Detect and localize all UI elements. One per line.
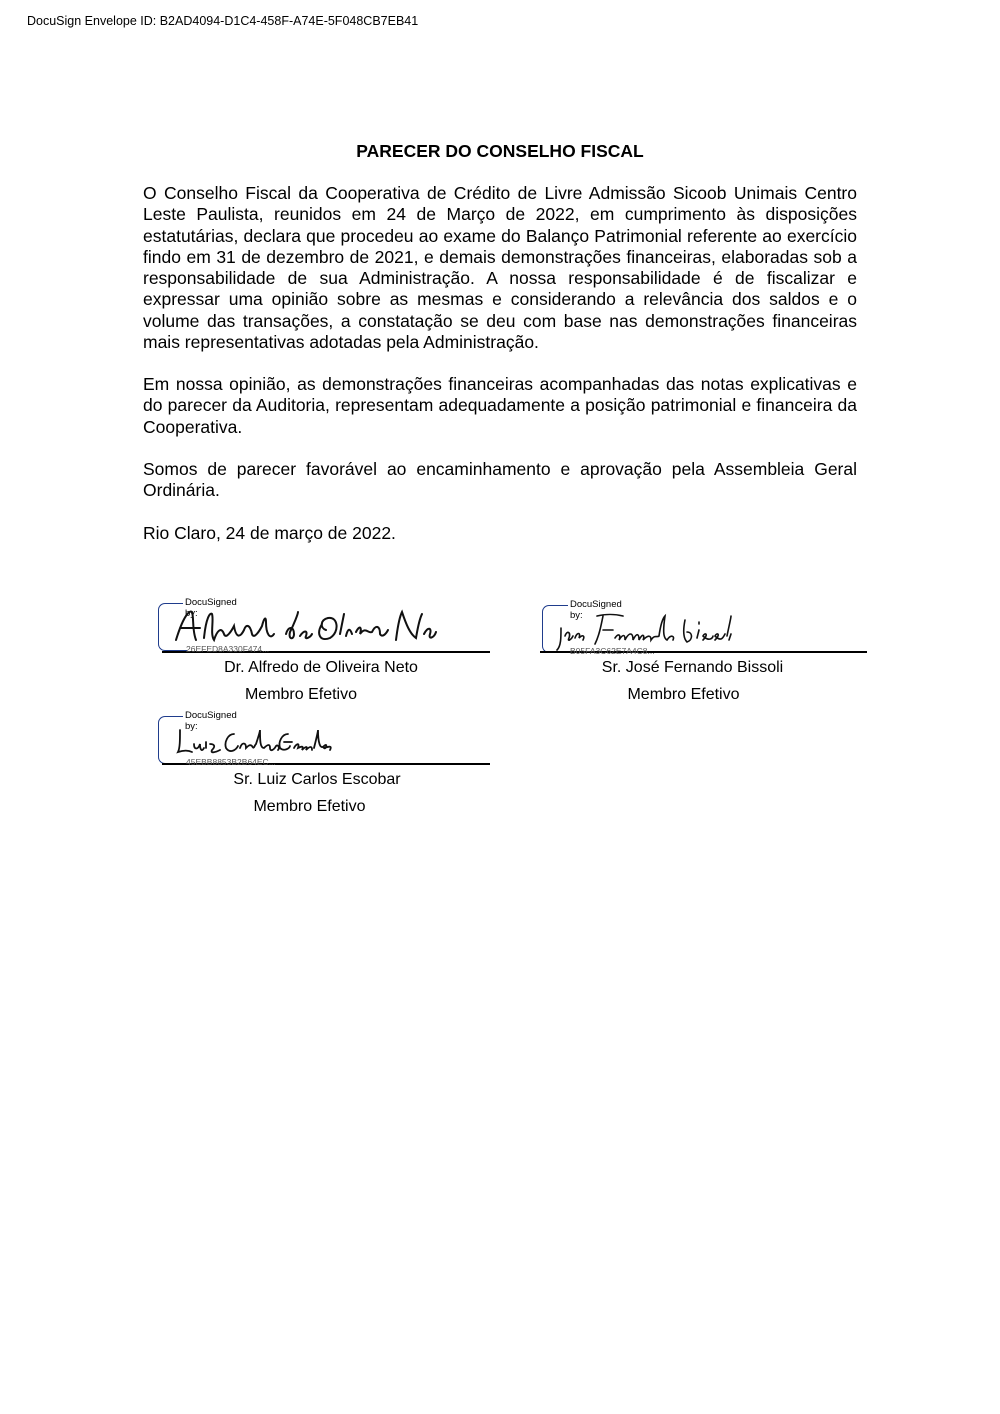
signature-hash: 26EFED8A330F474... [186, 644, 270, 654]
signer-role: Membro Efetivo [627, 686, 740, 703]
paragraph-conclusion: Somos de parecer favorável ao encaminhamento e aprovação pela Assembleia Geral Ordinária. [143, 459, 857, 501]
paragraph-opinion: Em nossa opinião, as demonstrações financeiras acompanhadas das notas explicativas e do parecer da Auditoria, representam adequadamente a posição patrimonial e financeira da Cooperativa. [143, 374, 857, 437]
signer-name: Sr. Luiz Carlos Escobar [233, 771, 401, 788]
signer-role: Membro Efetivo [244, 686, 358, 703]
signer-role: Membro Efetivo [253, 798, 366, 815]
docusigned-label: DocuSigned by: [570, 599, 622, 621]
signer-name: Sr. José Fernando Bissoli [601, 659, 784, 676]
envelope-id: DocuSign Envelope ID: B2AD4094-D1C4-458F-A74E-5F048CB7EB41 [27, 14, 419, 28]
paragraph-opening: O Conselho Fiscal da Cooperativa de Crédito de Livre Admissão Sicoob Unimais Centro Leste Paulista, reunidos em 24 de Março de 2022, em cumprimento às disposições estatutárias, declara que procedeu ao exame do Balanço Patrimonial referente ao exercício findo em 31 de dezembro de 2021, e demais demonstrações financeiras, elaboradas sob a responsabilidade de sua Administração. A nossa responsabilidade é de fiscalizar e expressar uma opinião sobre as mesmas e considerando a relevância dos saldos e o volume das transações, a constatação se deu com base nas demonstrações financeiras mais representativas adotadas pela Administração. [143, 183, 857, 353]
place-date: Rio Claro, 24 de março de 2022. [143, 523, 396, 543]
signature-hash: 45EBB8853B2B64EC... [186, 757, 276, 767]
docusigned-label: DocuSigned by: [185, 597, 237, 619]
signature-hash: B05FA3C62E7A4C8... [570, 646, 655, 656]
handwritten-signature [174, 724, 334, 760]
docusigned-label: DocuSigned by: [185, 710, 237, 732]
signer-name: Dr. Alfredo de Oliveira Neto [224, 659, 418, 676]
page-title: PARECER DO CONSELHO FISCAL [356, 141, 644, 161]
